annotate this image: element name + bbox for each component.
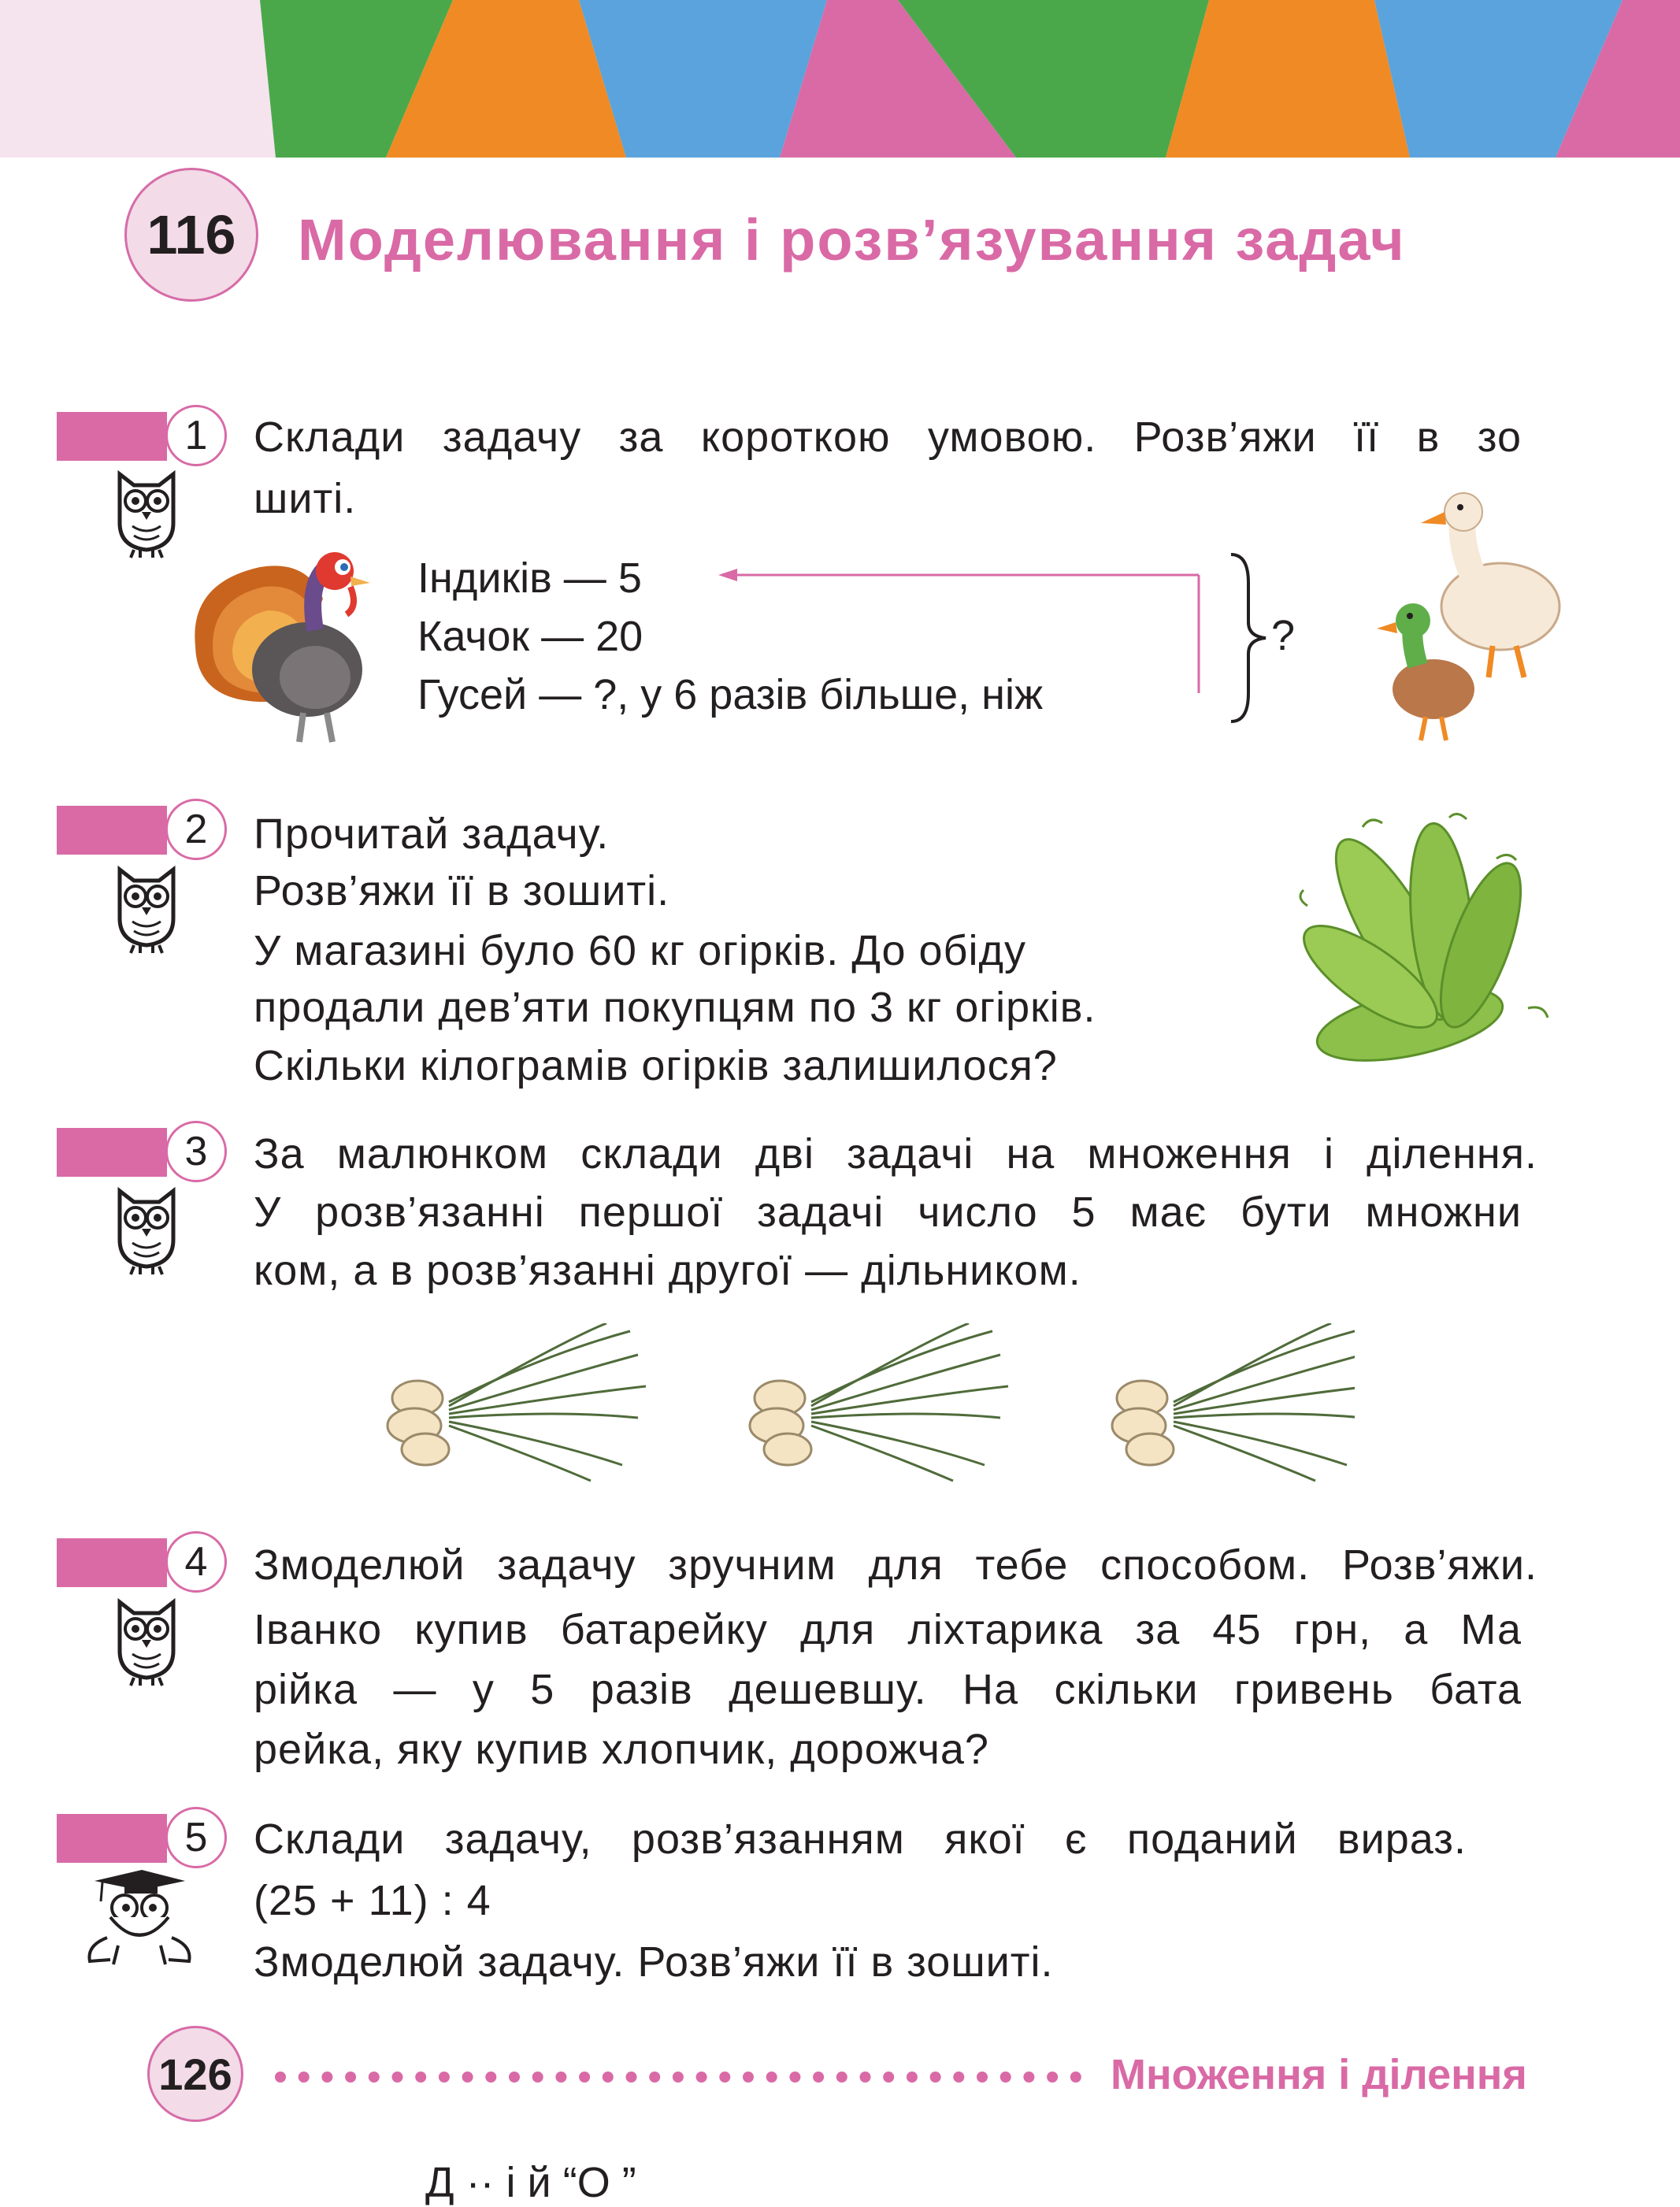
footer-dot [321,2072,332,2083]
right-brace [1225,551,1272,725]
footer-dot [673,2072,684,2083]
footer-dot [462,2072,473,2083]
task-2-text-line-3: У магазині було 60 кг огірків. До обіду [254,927,1026,974]
green-onion-bunch [750,1323,1008,1481]
task-4-marker-bar [57,1538,167,1587]
task-4-text-line-2: Іванко купив батарейку для ліхтарика за 45 грн, а Ма [254,1606,1522,1653]
cucumbers-illustration [1292,811,1559,1079]
footer-cut-off-text: Д ·· і й “О ” [425,2159,636,2206]
task-4-number: 4 [165,1531,227,1593]
task-1-number: 1 [165,405,227,466]
footer-dot [439,2072,450,2083]
footer-dot [275,2072,286,2083]
comparison-arrow [717,551,1252,725]
task-2-number: 2 [165,799,227,860]
task-2-text-line-1: Прочитай задачу. [254,810,610,858]
owl-icon [110,1596,183,1687]
task-4-text-line-1: Змоделюй задачу зручним для тебе способом. Розв’яжи. [254,1541,1537,1589]
footer-section-title: Множення і ділення [1111,2051,1527,2098]
footer-dot [579,2072,590,2083]
task-5-text-line-2: Змоделюй задачу. Розв’яжи її в зошиті. [254,1938,1054,1986]
footer-dot [555,2072,566,2083]
footer-dot [1000,2072,1011,2083]
task-2-text-line-5: Скільки кілограмів огірків залишилося? [254,1042,1058,1089]
footer-dot [415,2072,426,2083]
task-5-text-line-1: Склади задачу, розв’язанням якої є поданий вираз. [254,1816,1467,1863]
page-title: Моделювання і розв’язування задач [298,207,1406,273]
footer-dot [532,2072,543,2083]
footer-dot [883,2072,894,2083]
owl-icon [110,863,183,955]
task-3-text-line-3: ком, а в розв’язанні другої — дільником. [254,1247,1081,1294]
footer-dot [953,2072,964,2083]
footer-dotted-line [273,2069,1092,2085]
footer-dot [766,2072,777,2083]
task-1-condition-line-2: Качок — 20 [417,613,643,660]
frog-graduate-icon [79,1867,197,1969]
task-1-question-mark: ? [1271,612,1296,659]
footer-dot [369,2072,380,2083]
task-4-text-line-4: рейка, яку купив хлопчик, дорожча? [254,1726,989,1773]
footer-dot [649,2072,660,2083]
footer-dot [743,2072,754,2083]
page-number: 126 [158,2049,232,2099]
footer-dot [299,2072,310,2083]
task-1-condition-line-3: Гусей — ?, у 6 разів більше, ніж [417,671,1044,718]
owl-icon [110,468,183,559]
owl-icon [110,1185,183,1276]
task-3-text-line-2: У розв’язанні першої задачі число 5 має бути множни [254,1189,1522,1236]
green-onion-bunch [1112,1323,1355,1481]
green-onions-illustration [386,1323,1355,1489]
footer-dot [1070,2072,1081,2083]
footer-dot [696,2072,707,2083]
footer-dot [930,2072,941,2083]
task-3-text-line-1: За малюнком склади дві задачі на множення і ділення. [254,1130,1537,1178]
footer-dot [626,2072,637,2083]
task-1-text-line-2: шиті. [254,475,357,522]
footer-dot [603,2072,614,2083]
lesson-number-badge [124,168,258,302]
goose-and-duck-illustration [1363,488,1583,756]
lesson-number: 116 [146,204,236,265]
task-2-text-line-4: продали дев’яти покупцям по 3 кг огірків. [254,984,1096,1031]
task-4-text-line-3: рійка — у 5 разів дешевшу. На скільки гривень бата [254,1666,1522,1713]
task-1-text-line-1: Склади задачу за короткою умовою. Розв’яжи її в зо [254,414,1522,461]
footer-dot [1047,2072,1058,2083]
footer-dot [719,2072,730,2083]
footer-dot [813,2072,824,2083]
task-5-number: 5 [165,1807,227,1868]
task-2-marker-bar [57,806,167,855]
footer-dot [907,2072,918,2083]
turkey-illustration [189,536,386,748]
footer-dot [789,2072,800,2083]
decorative-banner [0,0,1680,158]
footer-dot [392,2072,403,2083]
green-onion-bunch [388,1323,646,1481]
footer-dot [977,2072,988,2083]
task-5-expression: (25 + 11) : 4 [254,1877,491,1924]
task-1-marker-bar [57,412,167,461]
footer-dot [509,2072,520,2083]
footer-dot [860,2072,871,2083]
task-3-number: 3 [165,1121,227,1182]
task-5-marker-bar [57,1814,167,1863]
footer-dot [1023,2072,1034,2083]
footer-dot [345,2072,356,2083]
task-3-marker-bar [57,1128,167,1177]
page-number-badge [147,2026,243,2122]
task-1-condition-line-1: Індиків — 5 [417,555,642,602]
task-2-text-line-2: Розв’яжи її в зошиті. [254,867,670,914]
footer-dot [836,2072,847,2083]
footer-dot [485,2072,496,2083]
